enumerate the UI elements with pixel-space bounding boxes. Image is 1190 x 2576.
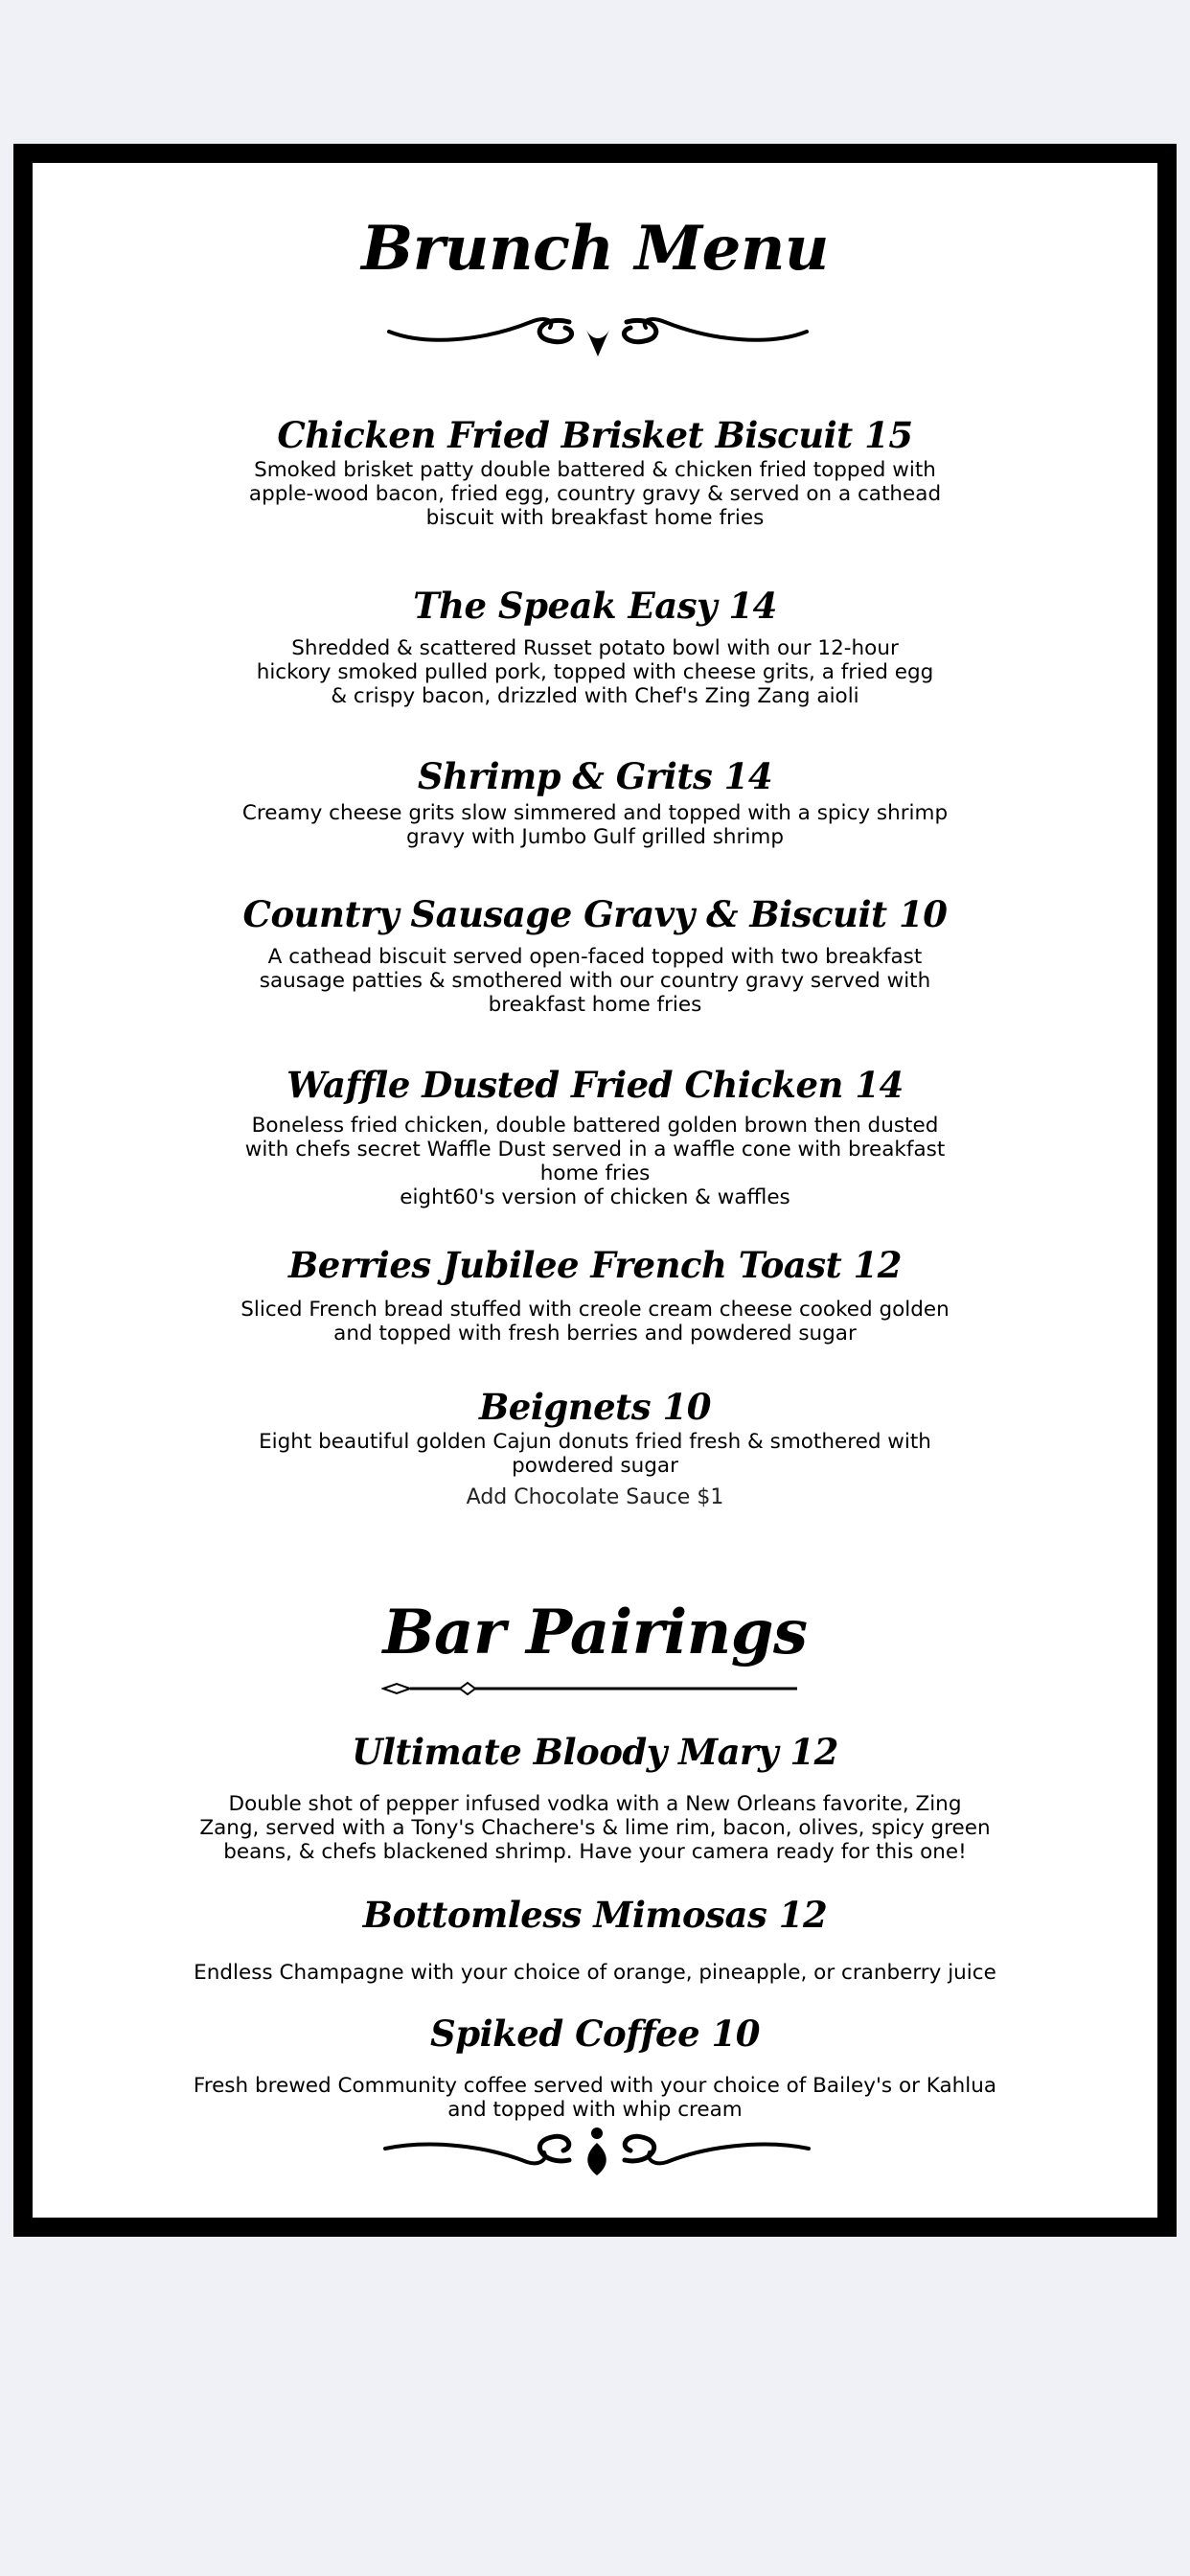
ornamental-scroll-divider-icon [387, 303, 809, 360]
menu-item-description: Endless Champagne with your choice of orange, pineapple, or cranberry juice [194, 1961, 996, 1985]
menu-item-title: Spiked Coffee 10 [430, 2012, 760, 2055]
menu-item-title: Waffle Dusted Fried Chicken 14 [286, 1064, 904, 1106]
menu-item-description: Boneless fried chicken, double battered golden brown then dusted with chefs secret Waffle Dust served in a waffle cone with breakfast home fries eight60's version of chicken & waffles [244, 1114, 946, 1209]
menu-item-title: Berries Jubilee French Toast 12 [287, 1244, 903, 1286]
menu-item-description: A cathead biscuit served open-faced topped with two breakfast sausage patties & smothered with our country gravy served with breakfast home fries [259, 945, 931, 1017]
menu-item-title: Ultimate Bloody Mary 12 [352, 1731, 838, 1773]
menu-item-title: Country Sausage Gravy & Biscuit 10 [242, 893, 948, 935]
menu-item-title: Shrimp & Grits 14 [417, 755, 773, 797]
addon-note: Add Chocolate Sauce $1 [466, 1485, 724, 1509]
menu-item-title: Beignets 10 [479, 1386, 711, 1428]
arrow-line-divider-icon [381, 1679, 799, 1698]
menu-item-description: Fresh brewed Community coffee served with your choice of Bailey's or Kahlua and topped with whip cream [193, 2074, 997, 2122]
menu-item-title: Bottomless Mimosas 12 [362, 1894, 828, 1936]
bar-pairings-title: Bar Pairings [382, 1597, 808, 1668]
menu-item-description: Smoked brisket patty double battered & chicken fried topped with apple-wood bacon, fried egg, country gravy & served on a cathead biscuit with breakfast home fries [248, 458, 942, 530]
menu-item-description: Sliced French bread stuffed with creole cream cheese cooked golden and topped with fresh berries and powdered sugar [240, 1298, 950, 1346]
menu-item-description: Creamy cheese grits slow simmered and topped with a spicy shrimp gravy with Jumbo Gulf grilled shrimp [241, 801, 949, 849]
menu-item-title: Chicken Fried Brisket Biscuit 15 [277, 414, 913, 456]
menu-item-description: Eight beautiful golden Cajun donuts fried fresh & smothered with powdered sugar [259, 1430, 931, 1478]
menu-item-description: Double shot of pepper infused vodka with a New Orleans favorite, Zing Zang, served with a Tony's Chachere's & lime rim, bacon, olives, spicy green beans, & chefs blackened shrimp. Have your camera ready for this one! [199, 1792, 991, 1864]
menu-item-title: The Speak Easy 14 [413, 585, 777, 627]
menu-inner [33, 163, 1157, 2218]
ornamental-scroll-divider-icon [383, 2122, 811, 2179]
menu-item-description: Shredded & scattered Russet potato bowl with our 12-hour hickory smoked pulled pork, topped with cheese grits, a fried egg & crispy bacon, drizzled with Chef's Zing Zang aioli [256, 636, 934, 708]
menu-card [13, 144, 1177, 2237]
brunch-menu-title: Brunch Menu [361, 213, 829, 285]
